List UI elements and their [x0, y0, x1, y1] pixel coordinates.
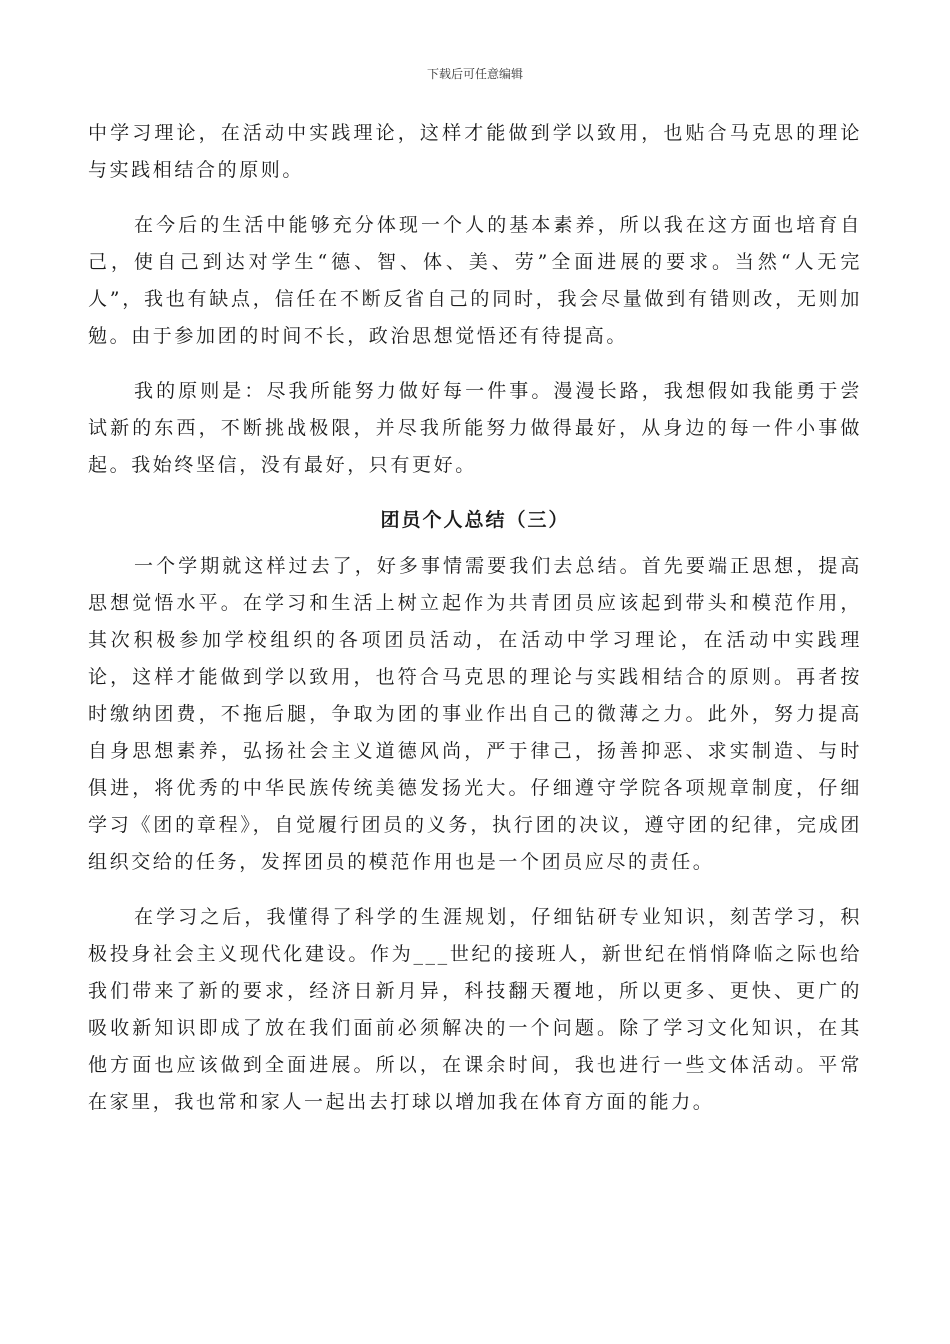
document-body: [88, 115, 862, 1121]
paragraph-self-cultivation: 在今后的生活中能够充分体现一个人的基本素养，所以我在这方面也培育自己，使自己到达对学生“德、智、体、美、劳”全面进展的要求。当然“人无完人”，我也有缺点，信任在不断反省自己的同时，我会尽量做到有错则改，无则加勉。由于参加团的时间不长，政治思想觉悟还有待提高。: [88, 214, 862, 347]
paragraph-continuation: 中学习理论，在活动中实践理论，这样才能做到学以致用，也贴合马克思的理论与实践相结合的原则。: [88, 122, 862, 181]
section-title: 团员个人总结（三）: [380, 509, 570, 531]
paragraph-study-and-activities: 在学习之后，我懂得了科学的生涯规划，仔细钻研专业知识，刻苦学习，积极投身社会主义现代化建设。作为___世纪的接班人，新世纪在悄悄降临之际也给我们带来了新的要求，经济日新月异，科技翻天覆地，所以更多、更快、更广的吸收新知识即成了放在我们面前必须解决的一个问题。除了学习文化知识，在其他方面也应该做到全面进展。所以，在课余时间，我也进行一些文体活动。平常在家里，我也常和家人一起出去打球以增加我在体育方面的能力。: [88, 906, 862, 1113]
paragraph-semester-summary: 一个学期就这样过去了，好多事情需要我们去总结。首先要端正思想，提高思想觉悟水平。在学习和生活上树立起作为共青团员应该起到带头和模范作用，其次积极参加学校组织的各项团员活动，在活动中学习理论，在活动中实践理论，这样才能做到学以致用，也符合马克思的理论与实践相结合的原则。再者按时缴纳团费，不拖后腿，争取为团的事业作出自己的微薄之力。此外，努力提高自身思想素养，弘扬社会主义道德风尚，严于律己，扬善抑恶、求实制造、与时俱进，将优秀的中华民族传统美德发扬光大。仔细遵守学院各项规章制度，仔细学习《团的章程》，自觉履行团员的义务，执行团的决议，遵守团的纪律，完成团组织交给的任务，发挥团员的模范作用也是一个团员应尽的责任。: [88, 555, 862, 873]
paragraph-principle: 我的原则是：尽我所能努力做好每一件事。漫漫长路，我想假如我能勇于尝试新的东西，不断挑战极限，并尽我所能努力做得最好，从身边的每一件小事做起。我始终坚信，没有最好，只有更好。: [88, 380, 862, 476]
page-header: 下载后可任意编辑: [426, 67, 523, 81]
